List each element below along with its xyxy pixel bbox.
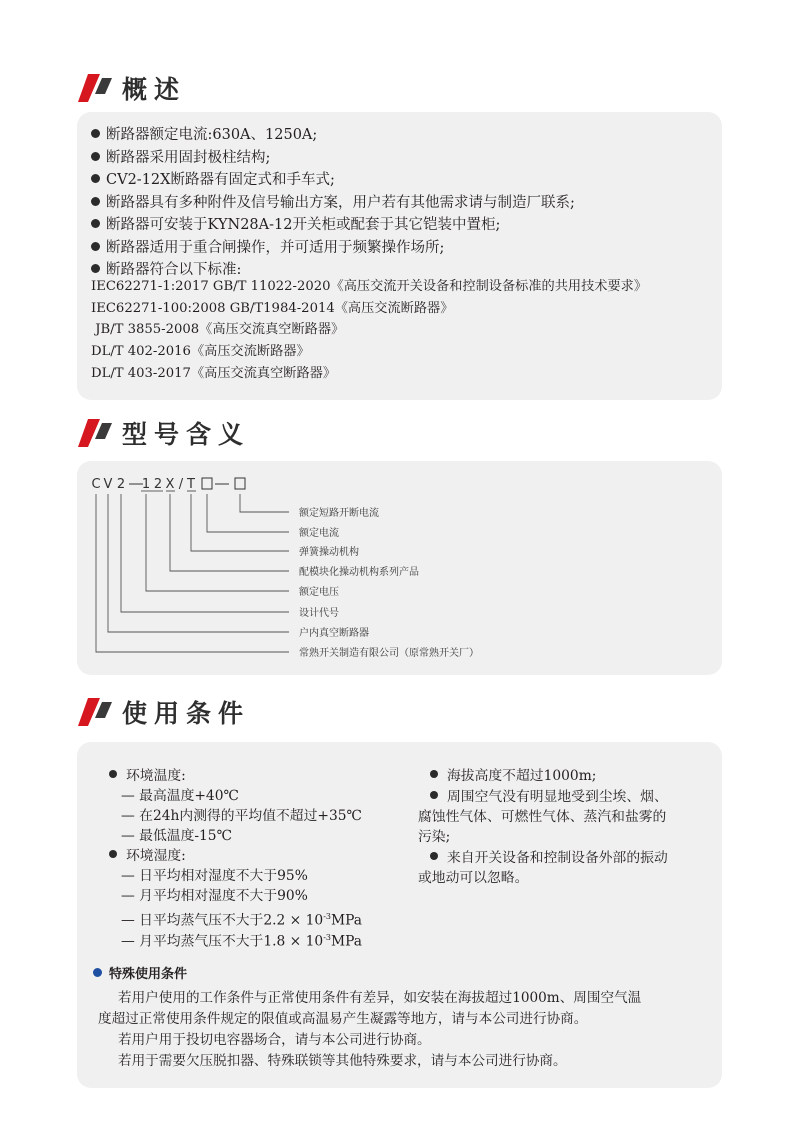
altitude-item: 海拔高度不超过1000m;	[430, 766, 596, 787]
code-box	[235, 478, 245, 489]
code-char: /	[178, 477, 184, 492]
bullet-icon	[430, 852, 438, 860]
vibration-item-line: 或地动可以忽略。	[418, 870, 529, 886]
section-title: 使用条件	[122, 699, 251, 728]
overview-item: CV2-12X断路器有固定式和手车式;	[91, 169, 575, 192]
overview-list	[91, 124, 575, 282]
code-char: T	[187, 477, 195, 492]
air-item: 周围空气没有明显地受到尘埃、烟、	[430, 787, 668, 808]
standard-item: JB/T 3855-2008《高压交流真空断路器》	[91, 322, 345, 338]
model-label: 户内真空断路器	[299, 628, 369, 639]
code-box	[202, 478, 212, 489]
model-panel	[77, 461, 722, 675]
bullet-icon	[91, 152, 100, 161]
standard-item: IEC62271-1:2017 GB/T 11022-2020《高压交流开关设备和控制设备标准的共用技术要求》	[91, 279, 648, 294]
bullet-icon	[91, 129, 100, 138]
model-label: 配模块化操动机构系列产品	[299, 567, 419, 578]
bullet-icon	[430, 791, 438, 799]
special-conditions-heading: 特殊使用条件	[93, 963, 187, 982]
bullet-icon	[91, 242, 100, 251]
overview-item: 断路器可安装于KYN28A-12开关柜或配套于其它铠装中置柜;	[91, 214, 575, 237]
air-item-line: 污染;	[418, 829, 451, 845]
vapor-pressure-month: — 月平均蒸气压不大于$1.8 \times 10^{-3}MPa$	[121, 933, 363, 950]
bullet-icon	[93, 968, 102, 977]
model-label: 额定电流	[299, 528, 339, 539]
model-label: 额定电压	[299, 587, 339, 598]
humidity-title: 环境湿度:	[109, 846, 186, 867]
code-char: 2	[116, 477, 126, 492]
standard-item: IEC62271-100:2008 GB/T1984-2014《高压交流断路器》	[91, 300, 454, 316]
standard-item: DL/T 402-2016《高压交流断路器》	[91, 344, 310, 360]
special-paragraph: 若用户用于投切电容器场合，请与本公司进行协商。	[118, 1032, 431, 1048]
bullet-icon	[91, 219, 100, 228]
standards-list	[91, 276, 647, 384]
leader-line	[146, 494, 289, 591]
conditions-panel	[77, 742, 722, 1088]
model-label: 设计代号	[299, 608, 339, 619]
leader-line	[96, 494, 289, 652]
bullet-icon	[91, 174, 100, 183]
model-code-diagram	[77, 461, 722, 675]
vibration-item: 来自开关设备和控制设备外部的振动	[430, 848, 668, 869]
code-char: X	[165, 477, 175, 492]
section-header-overview	[78, 70, 186, 106]
standard-item: DL/T 403-2017《高压交流真空断路器》	[91, 365, 337, 381]
bullet-icon	[91, 197, 100, 206]
leader-line	[170, 494, 289, 571]
overview-item: 断路器具有多种附件及信号输出方案，用户若有其他需求请与制造厂联系;	[91, 192, 575, 215]
humidity-item: — 月平均相对湿度不大于90%	[121, 888, 308, 904]
section-mark-icon	[78, 698, 112, 726]
section-title: 型号含义	[122, 420, 251, 449]
leader-line	[240, 494, 289, 512]
section-mark-icon	[78, 419, 112, 447]
temperature-item: — 最低温度-15℃	[121, 828, 233, 844]
temperature-title: 环境温度:	[109, 766, 186, 787]
bullet-icon	[109, 770, 117, 778]
overview-item: 断路器符合以下标准:	[91, 259, 575, 282]
overview-panel	[77, 112, 722, 400]
special-paragraph: 度超过正常使用条件规定的限值或高温易产生凝露等地方，请与本公司进行协商。	[98, 1011, 588, 1027]
section-mark-icon	[78, 74, 112, 102]
overview-item: 断路器额定电流:630A、1250A;	[91, 124, 575, 147]
code-char: 2	[153, 477, 163, 492]
code-char: V	[103, 477, 113, 492]
temperature-item: — 最高温度+40℃	[121, 788, 239, 804]
model-label: 常熟开关制造有限公司（原常熟开关厂）	[299, 648, 479, 659]
section-title: 概述	[122, 75, 187, 104]
model-label: 额定短路开断电流	[299, 508, 379, 519]
overview-item: 断路器适用于重合闸操作，并可适用于频繁操作场所;	[91, 237, 575, 260]
section-header-model	[78, 415, 250, 451]
leader-line	[108, 494, 289, 632]
overview-item: 断路器采用固封极柱结构;	[91, 147, 575, 170]
vapor-pressure-day: — 日平均蒸气压不大于$2.2 \times 10^{-3}MPa$	[121, 912, 363, 929]
special-paragraph: 若用户使用的工作条件与正常使用条件有差异，如安装在海拔超过1000m、周围空气温	[118, 990, 642, 1006]
humidity-item: — 日平均相对湿度不大于95%	[121, 868, 308, 884]
code-char: 1	[141, 477, 151, 492]
special-paragraph: 若用于需要欠压脱扣器、特殊联锁等其他特殊要求，请与本公司进行协商。	[118, 1053, 567, 1069]
bullet-icon	[109, 850, 117, 858]
bullet-icon	[91, 264, 100, 273]
bullet-icon	[430, 770, 438, 778]
air-item-line: 腐蚀性气体、可燃性气体、蒸汽和盐雾的	[418, 809, 667, 825]
model-label: 弹簧操动机构	[299, 547, 359, 558]
code-char: C	[91, 477, 101, 492]
temperature-item: — 在24h内测得的平均值不超过+35℃	[121, 808, 362, 824]
leader-line	[207, 494, 289, 532]
section-header-conditions	[78, 694, 250, 730]
